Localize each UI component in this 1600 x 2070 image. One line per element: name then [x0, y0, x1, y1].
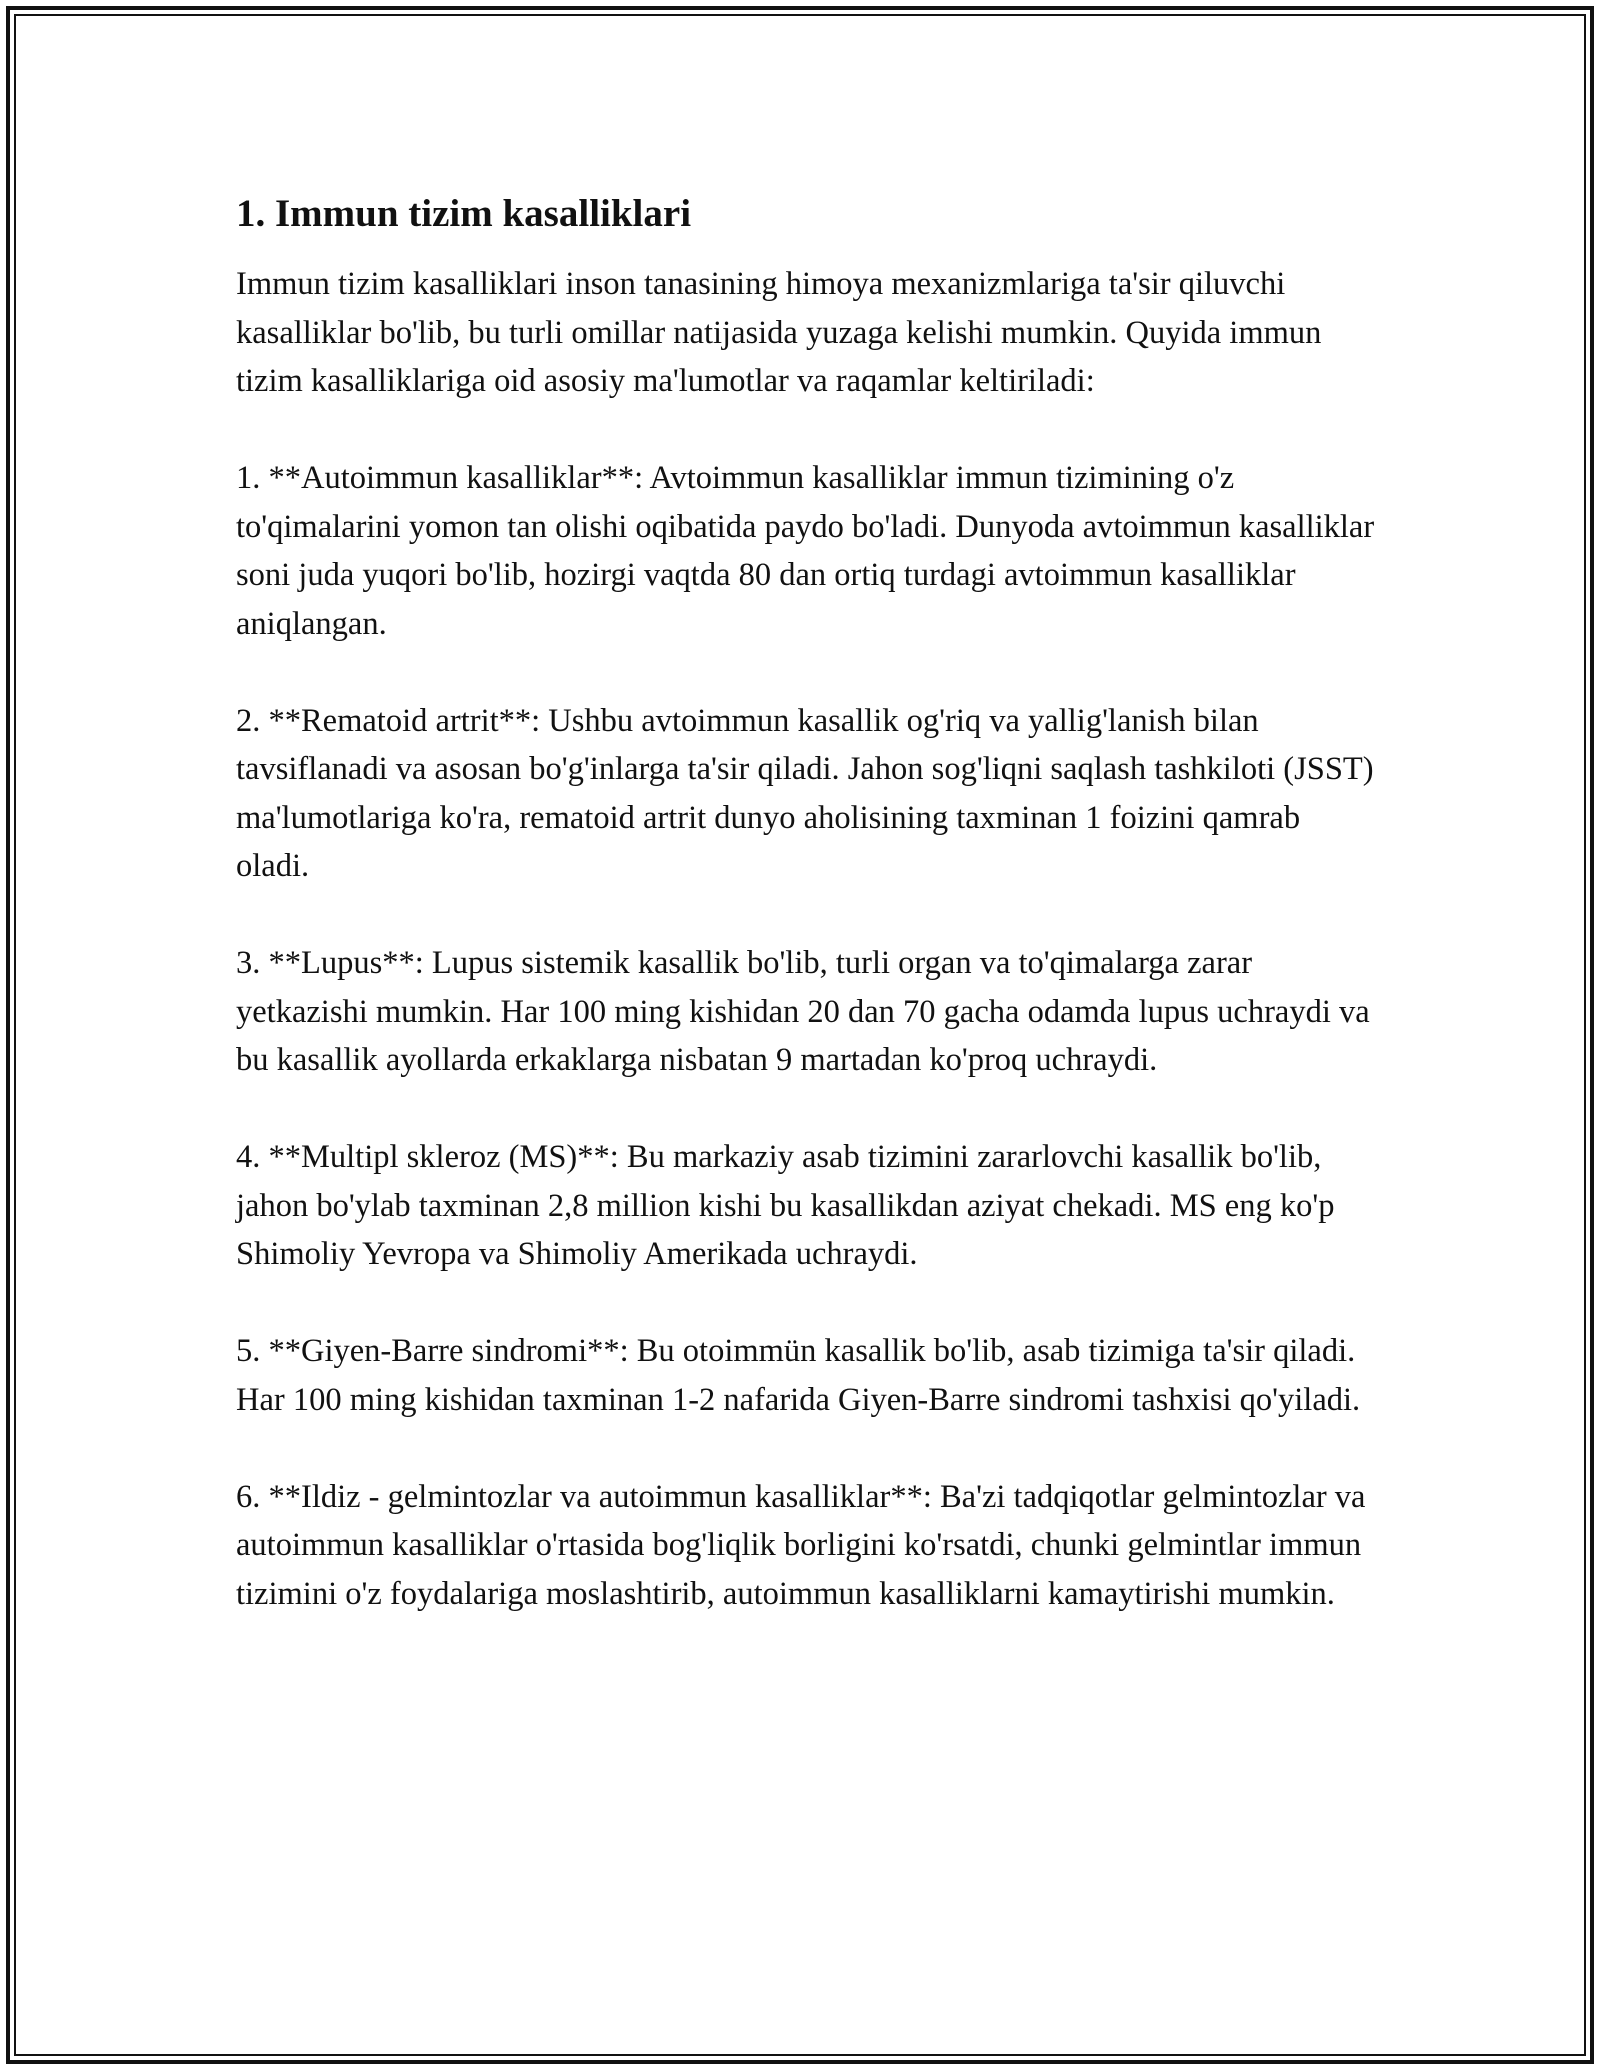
document-title: 1. Immun tizim kasalliklari [236, 192, 692, 235]
paragraph-autoimmun: 1. **Autoimmun kasalliklar**: Avtoimmun kasalliklar immun tizimining o'z to'qimalarini yomon tan olishi oqibatida paydo bo'ladi. Dunyoda avtoimmun kasalliklar soni juda yuqori bo'lib, hozirgi vaqtda 80 dan ortiq turdagi avtoimmun kasalliklar aniqlangan. [236, 460, 1383, 642]
paragraph-multipl-skleroz: 4. **Multipl skleroz (MS)**: Bu markaziy asab tizimini zararlovchi kasallik bo'lib, jahon bo'ylab taxminan 2,8 million kishi bu kasallikdan aziyat chekadi. MS eng ko'p Shimoliy Yevropa va Shimoliy Amerikada uchraydi. [236, 1139, 1343, 1272]
paragraph-rematoid-artrit: 2. **Rematoid artrit**: Ushbu avtoimmun kasallik og'riq va yallig'lanish bilan tavsiflanadi va asosan bo'g'inlarga ta'sir qiladi. Jahon sog'liqni saqlash tashkiloti (JSST) ma'lumotlariga ko'ra, rematoid artrit dunyo aholisining taxminan 1 foizini qamrab oladi. [236, 702, 1382, 884]
paragraph-lupus: 3. **Lupus**: Lupus sistemik kasallik bo'lib, turli organ va to'qimalarga zarar yetkazishi mumkin. Har 100 ming kishidan 20 dan 70 gacha odamda lupus uchraydi va bu kasallik ayollarda erkaklarga nisbatan 9 martadan ko'proq uchraydi. [236, 945, 1378, 1078]
intro-paragraph: Immun tizim kasalliklari inson tanasining himoya mexanizmlariga ta'sir qiluvchi kasalliklar bo'lib, bu turli omillar natijasida yuzaga kelishi mumkin. Quyida immun tizim kasalliklariga oid asosiy ma'lumotlar va raqamlar keltiriladi: [236, 266, 1330, 399]
paragraph-gelmintozlar: 6. **Ildiz - gelmintozlar va autoimmun kasalliklar**: Ba'zi tadqiqotlar gelmintozlar va autoimmun kasalliklar o'rtasida bog'liqlik borligini ko'rsatdi, chunki gelmintlar immun tizimini o'z foydalariga moslashtirib, autoimmun kasalliklarni kamaytirishi mumkin. [236, 1478, 1374, 1612]
paragraph-giyen-barre: 5. **Giyen-Barre sindromi**: Bu otoimmün kasallik bo'lib, asab tizimiga ta'sir qiladi. Har 100 ming kishidan taxminan 1-2 nafarida Giyen-Barre sindromi tashxisi qo'yiladi. [236, 1333, 1364, 1418]
document-body [236, 186, 1383, 1618]
